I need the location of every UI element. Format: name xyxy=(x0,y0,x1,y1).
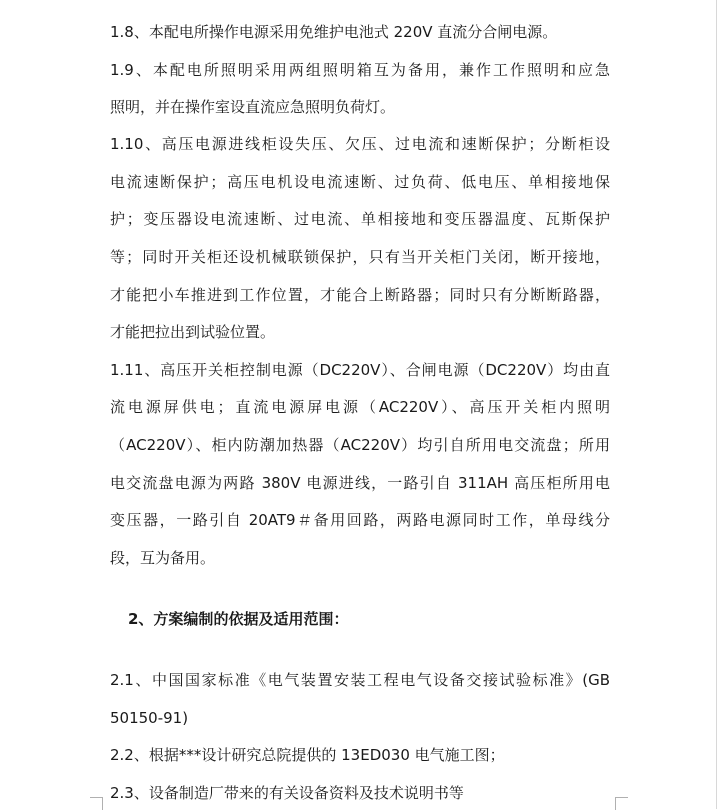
paragraph-2-3: 2.3、设备制造厂带来的有关设备资料及技术说明书等 xyxy=(110,784,464,802)
paragraph-1-10-line-5: 才能把小车推进到工作位置，才能合上断路器；同时只有分断断路器， xyxy=(110,286,610,304)
paragraph-1-10-line-2: 电流速断保护；高压电机设电流速断、过负荷、低电压、单相接地保 xyxy=(110,173,610,191)
paragraph-1-11-line-5: 变压器，一路引自 20AT9＃备用回路，两路电源同时工作，单母线分 xyxy=(110,511,610,529)
paragraph-1-9-line-1: 1.9、本配电所照明采用两组照明箱互为备用，兼作工作照明和应急 xyxy=(110,61,610,79)
paragraph-1-11-line-4: 电交流盘电源为两路 380V 电源进线，一路引自 311AH 高压柜所用电 xyxy=(110,474,610,492)
paragraph-1-9-line-2: 照明，并在操作室设直流应急照明负荷灯。 xyxy=(110,98,396,116)
paragraph-1-10-line-4: 等；同时开关柜还设机械联锁保护，只有当开关柜门关闭，断开接地， xyxy=(110,248,610,266)
paragraph-1-11-line-2: 流电源屏供电；直流电源屏电源（AC220V）、高压开关柜内照明 xyxy=(110,398,610,416)
paragraph-2-1-line-2: 50150-91) xyxy=(110,709,189,727)
paragraph-2-1-line-1: 2.1、中国国家标准《电气装置安装工程电气设备交接试验标准》(GB xyxy=(110,671,610,689)
paragraph-1-11-line-1: 1.11、高压开关柜控制电源（DC220V）、合闸电源（DC220V）均由直 xyxy=(110,361,610,379)
page-corner-mark-left xyxy=(90,797,103,810)
paragraph-1-10-line-6: 才能把拉出到试验位置。 xyxy=(110,323,276,341)
section-2-heading: 2、方案编制的依据及适用范围： xyxy=(128,610,349,628)
page-corner-mark-right xyxy=(615,797,628,810)
paragraph-1-10-line-3: 护；变压器设电流速断、过电流、单相接地和变压器温度、瓦斯保护 xyxy=(110,210,610,228)
paragraph-1-11-line-6: 段，互为备用。 xyxy=(110,549,216,567)
paragraph-1-8-line-1: 1.8、本配电所操作电源采用免维护电池式 220V 直流分合闸电源。 xyxy=(110,23,558,41)
paragraph-2-2: 2.2、根据***设计研究总院提供的 13ED030 电气施工图； xyxy=(110,746,505,764)
paragraph-1-11-line-3: （AC220V）、柜内防潮加热器（AC220V）均引自所用电交流盘；所用 xyxy=(110,436,610,454)
paragraph-1-10-line-1: 1.10、高压电源进线柜设失压、欠压、过电流和速断保护；分断柜设 xyxy=(110,135,610,153)
